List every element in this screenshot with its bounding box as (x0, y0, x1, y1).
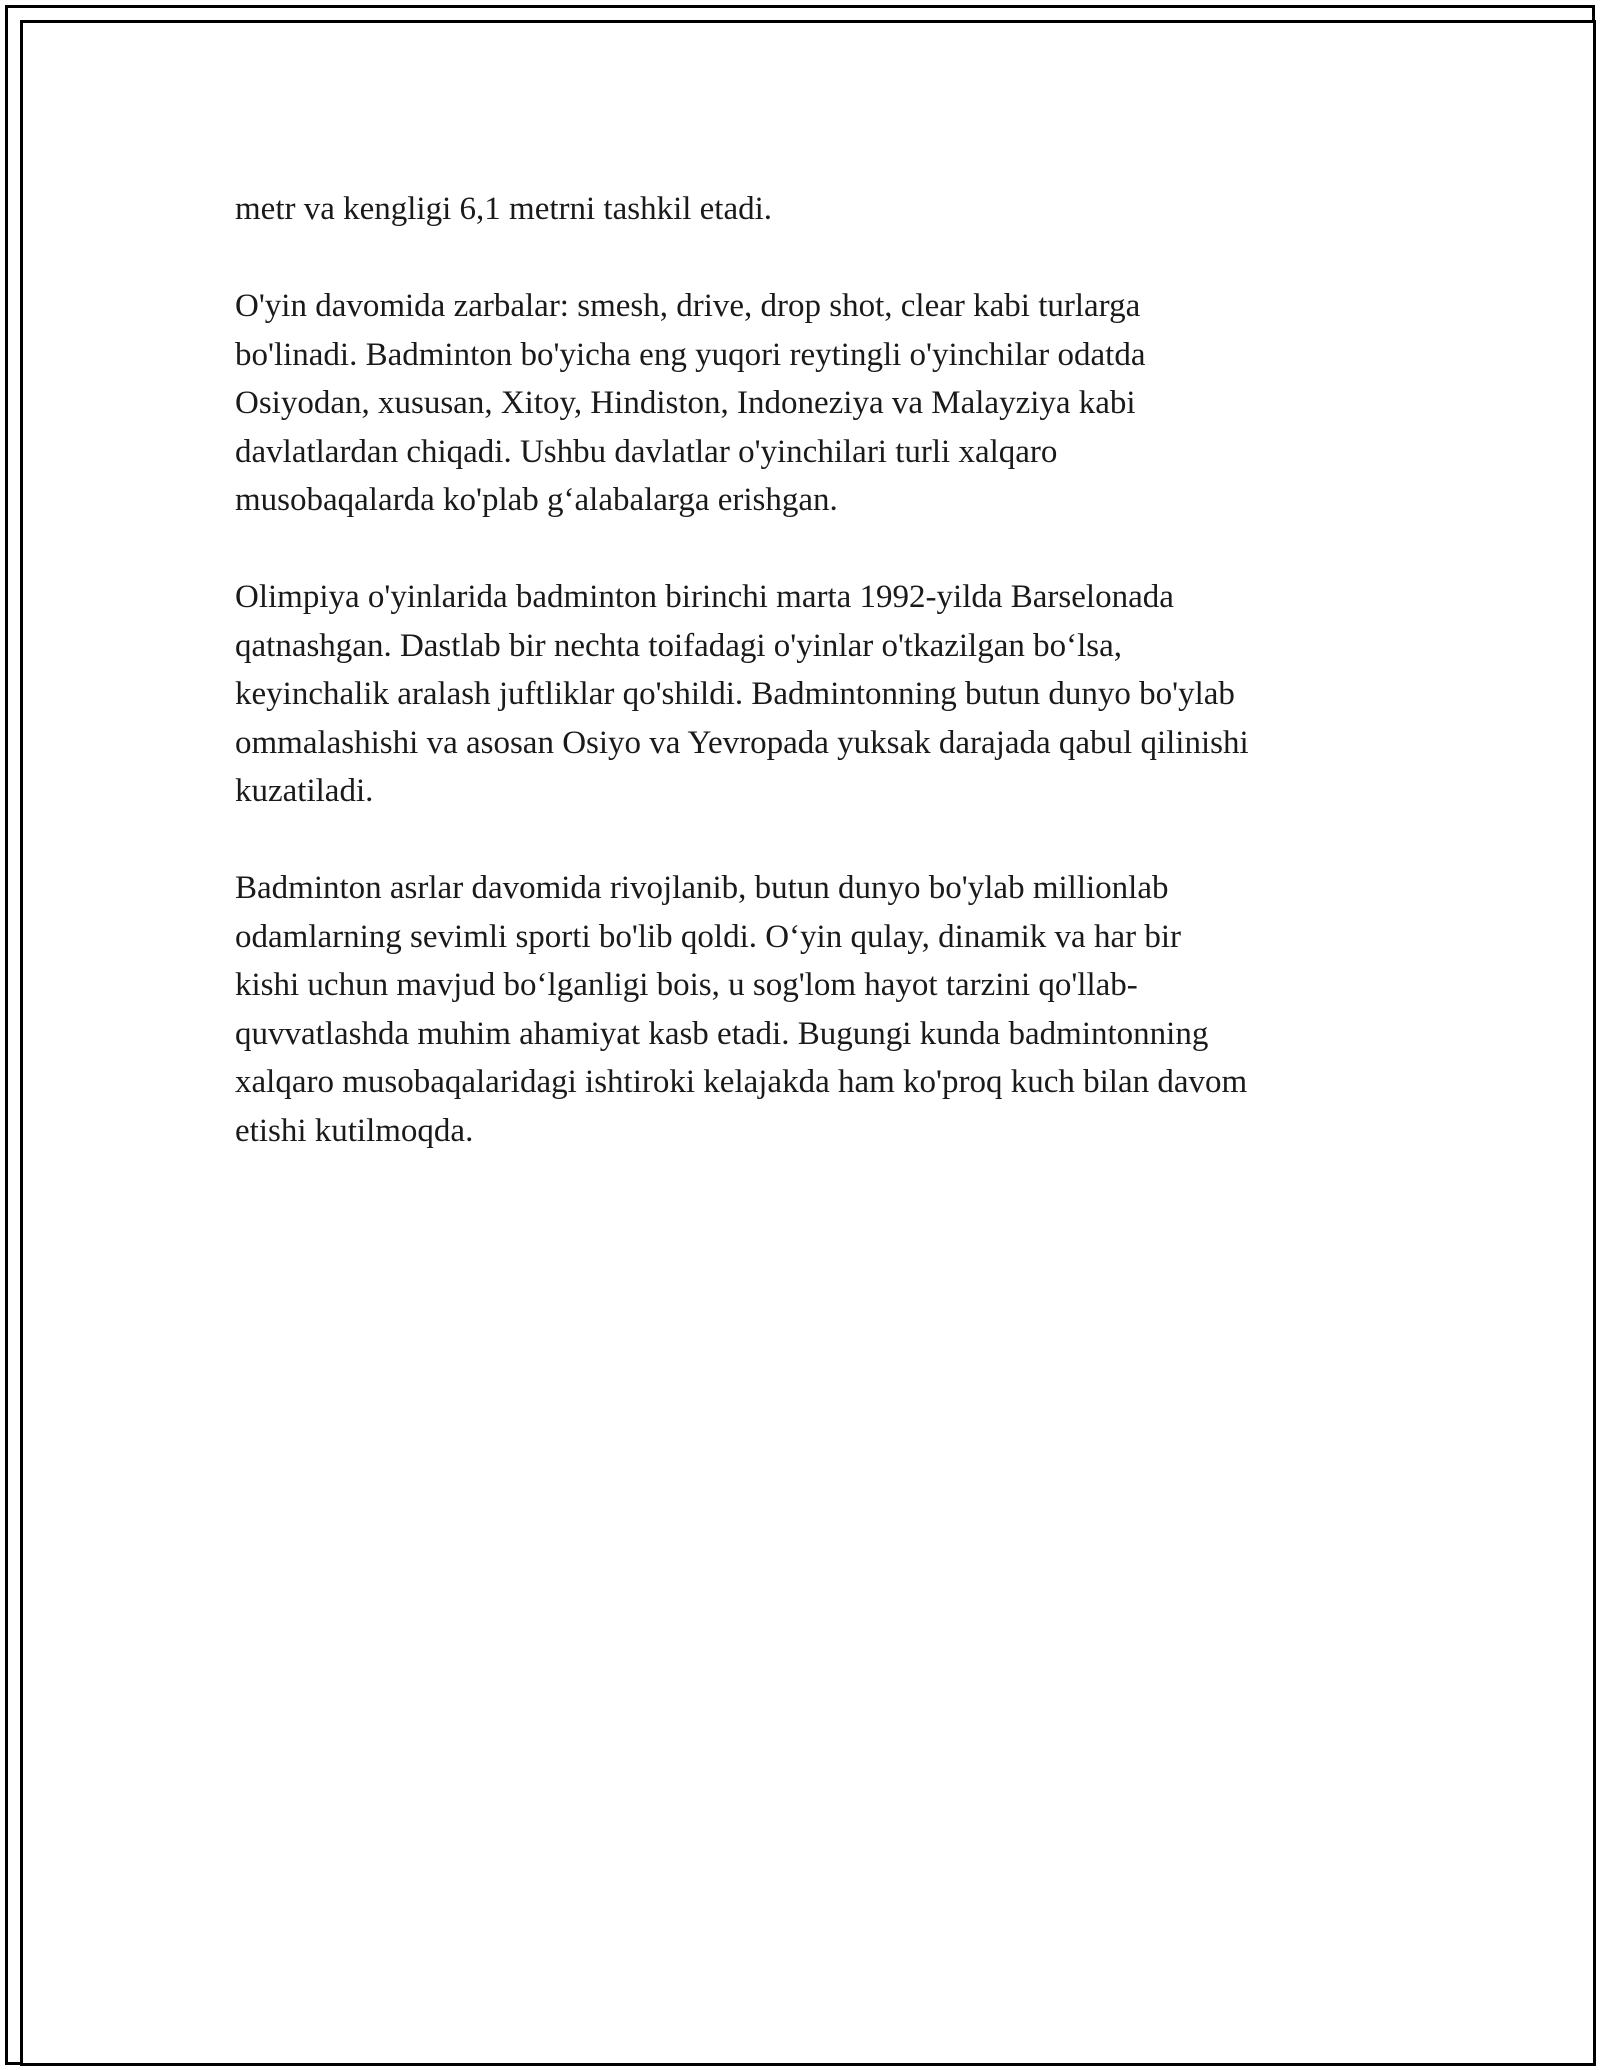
text-line: quvvatlashda muhim ahamiyat kasb etadi. Bugungi kunda badmintonning (235, 1015, 1209, 1052)
text-line: O'yin davomida zarbalar: smesh, drive, drop shot, clear kabi turlarga (235, 288, 1141, 324)
text-line: kishi uchun mavjud bo‘lganligi bois, u sog'lom hayot tarzini qo'llab- (235, 967, 1138, 1003)
text-line: Badminton asrlar davomida rivojlanib, butun dunyo bo'ylab millionlab (235, 870, 1169, 906)
document-body (235, 185, 1395, 1204)
text-line: metr va kengligi 6,1 metrni tashkil etadi. (235, 191, 773, 227)
text-line: davlatlardan chiqadi. Ushbu davlatlar o'yinchilari turli xalqaro (235, 433, 1058, 470)
text-line: ommalashishi va asosan Osiyo va Yevropada yuksak darajada qabul qilinishi (235, 724, 1249, 761)
text-line: etishi kutilmoqda. (235, 1112, 474, 1149)
text-line: odamlarning sevimli sporti bo'lib qoldi. O‘yin qulay, dinamik va har bir (235, 918, 1181, 955)
text-line: xalqaro musobaqalaridagi ishtiroki kelajakda ham ko'proq kuch bilan davom (235, 1064, 1248, 1100)
text-line: Osiyodan, xususan, Xitoy, Hindiston, Indoneziya va Malayziya kabi (235, 385, 1136, 421)
paragraph-3 (235, 573, 1395, 816)
text-line: Olimpiya o'yinlarida badminton birinchi marta 1992-yilda Barselonada (235, 579, 1174, 615)
text-line: kuzatiladi. (235, 773, 374, 809)
paragraph-4 (235, 864, 1395, 1155)
text-line: keyinchalik aralash juftliklar qo'shildi. Badmintonning butun dunyo bo'ylab (235, 676, 1235, 712)
text-line: qatnashgan. Dastlab bir nechta toifadagi o'yinlar o'tkazilgan bo‘lsa, (235, 627, 1123, 664)
paragraph-2 (235, 282, 1395, 525)
text-line: musobaqalarda ko'plab g‘alabalarga erishgan. (235, 482, 838, 518)
paragraph-1 (235, 185, 1395, 234)
text-line: bo'linadi. Badminton bo'yicha eng yuqori reytingli o'yinchilar odatda (235, 336, 1146, 373)
